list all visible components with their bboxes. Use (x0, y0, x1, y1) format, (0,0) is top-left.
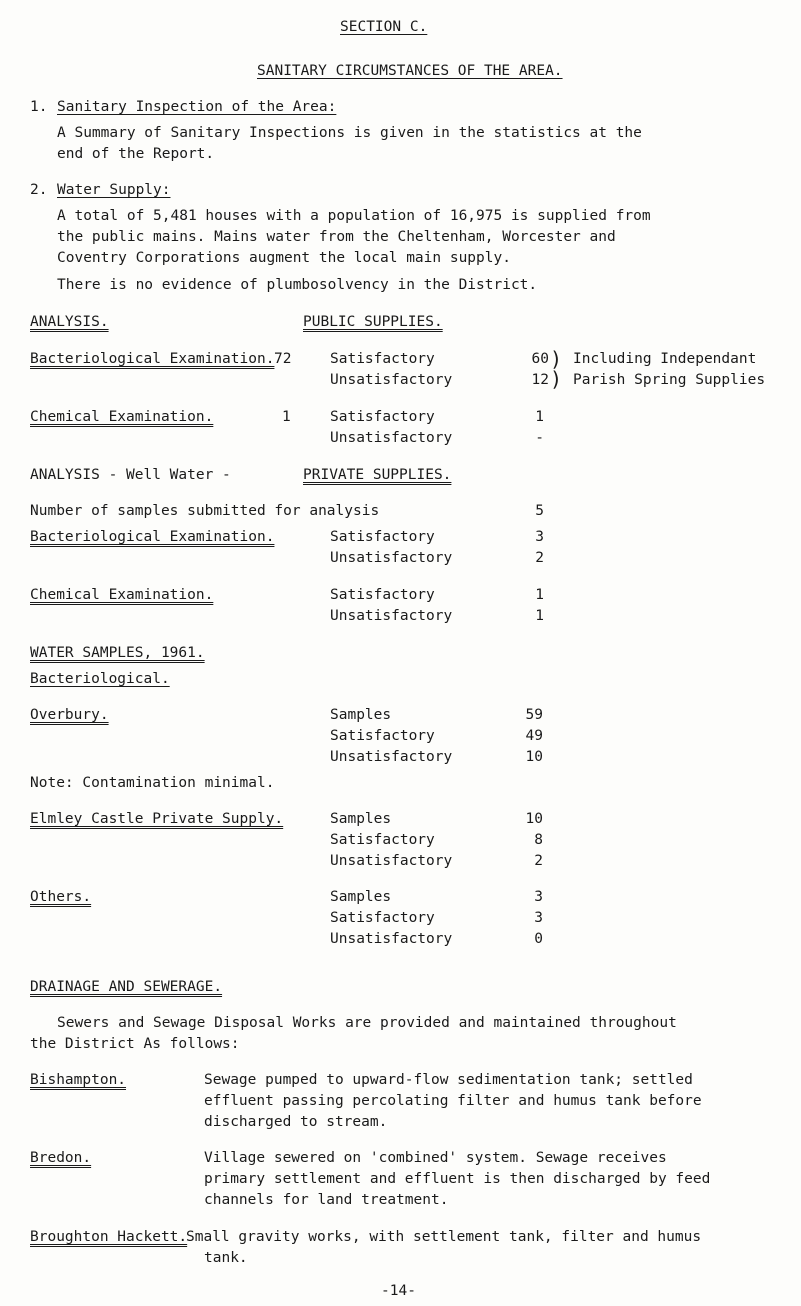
private-bact-sat-value: 3 (535, 529, 544, 545)
section-2-text: Coventry Corporations augment the local main supply. (57, 250, 511, 266)
section-2-title: Water Supply: (57, 182, 171, 198)
bishampton-label: Bishampton. (30, 1072, 127, 1088)
overbury-label: Overbury. (30, 707, 109, 723)
elmley-sat-value: 8 (534, 832, 543, 848)
broughton-label: Broughton Hackett. (30, 1229, 188, 1245)
elmley-samples-label: Samples (330, 811, 392, 827)
public-bact-unsat-value: 12 (531, 372, 549, 388)
private-analysis-heading: ANALYSIS - Well Water - (30, 467, 231, 483)
samples-submitted-label: Number of samples submitted for analysis (30, 503, 380, 519)
elmley-unsat-value: 2 (534, 853, 543, 869)
contamination-note: Note: Contamination minimal. (30, 775, 275, 791)
private-supplies-heading: PRIVATE SUPPLIES. (303, 467, 452, 483)
others-label: Others. (30, 889, 92, 905)
public-bact-sat-label: Satisfactory (330, 351, 435, 367)
section-2-number: 2. (30, 182, 48, 198)
including-note: Parish Spring Supplies (573, 372, 766, 388)
private-bact-label: Bacteriological Examination. (30, 529, 275, 545)
overbury-unsat-label: Unsatisfactory (330, 749, 453, 765)
bracket-close: ) (550, 367, 563, 391)
others-samples-label: Samples (330, 889, 392, 905)
bredon-label: Bredon. (30, 1150, 92, 1166)
drainage-intro: Sewers and Sewage Disposal Works are provided and maintained throughout (57, 1015, 677, 1031)
others-samples-value: 3 (534, 889, 543, 905)
bredon-text: primary settlement and effluent is then discharged by feed (204, 1171, 711, 1187)
private-bact-sat-label: Satisfactory (330, 529, 435, 545)
others-unsat-label: Unsatisfactory (330, 931, 453, 947)
bishampton-text: effluent passing percolating filter and humus tank before (204, 1093, 702, 1109)
public-chem-unsat-label: Unsatisfactory (330, 430, 453, 446)
elmley-unsat-label: Unsatisfactory (330, 853, 453, 869)
others-sat-value: 3 (534, 910, 543, 926)
bishampton-text: discharged to stream. (204, 1114, 388, 1130)
section-1-text: end of the Report. (57, 146, 215, 162)
section-1-title: Sanitary Inspection of the Area: (57, 99, 337, 115)
overbury-sat-value: 49 (525, 728, 543, 744)
section-2-text: There is no evidence of plumbosolvency in the District. (57, 277, 538, 293)
public-chem-label: Chemical Examination. (30, 409, 214, 425)
section-1-number: 1. (30, 99, 48, 115)
others-unsat-value: 0 (534, 931, 543, 947)
public-bact-label: Bacteriological Examination. (30, 351, 275, 367)
public-supplies-heading: PUBLIC SUPPLIES. (303, 314, 443, 330)
bracket-open: ) (550, 347, 563, 371)
private-chem-sat-value: 1 (535, 587, 544, 603)
private-bact-unsat-value: 2 (535, 550, 544, 566)
public-chem-sat-value: 1 (535, 409, 544, 425)
drainage-intro: the District As follows: (30, 1036, 240, 1052)
private-chem-sat-label: Satisfactory (330, 587, 435, 603)
water-samples-heading: WATER SAMPLES, 1961. (30, 645, 205, 661)
public-bact-sat-value: 60 (531, 351, 549, 367)
private-chem-unsat-value: 1 (535, 608, 544, 624)
elmley-label: Elmley Castle Private Supply. (30, 811, 284, 827)
broughton-text: Small gravity works, with settlement tank, filter and humus (186, 1229, 702, 1245)
page-title: SANITARY CIRCUMSTANCES OF THE AREA. (257, 63, 563, 79)
bacteriological-subheading: Bacteriological. (30, 671, 170, 687)
page-number: -14- (381, 1283, 416, 1299)
elmley-samples-value: 10 (525, 811, 543, 827)
elmley-sat-label: Satisfactory (330, 832, 435, 848)
overbury-sat-label: Satisfactory (330, 728, 435, 744)
bredon-text: channels for land treatment. (204, 1192, 449, 1208)
private-chem-label: Chemical Examination. (30, 587, 214, 603)
private-chem-unsat-label: Unsatisfactory (330, 608, 453, 624)
overbury-unsat-value: 10 (525, 749, 543, 765)
broughton-text: tank. (204, 1250, 248, 1266)
section-2-text: A total of 5,481 houses with a population of 16,975 is supplied from (57, 208, 651, 224)
bishampton-text: Sewage pumped to upward-flow sedimentation tank; settled (204, 1072, 693, 1088)
public-chem-count: 1 (282, 409, 291, 425)
public-chem-sat-label: Satisfactory (330, 409, 435, 425)
analysis-heading: ANALYSIS. (30, 314, 109, 330)
section-2-text: the public mains. Mains water from the Cheltenham, Worcester and (57, 229, 616, 245)
bredon-text: Village sewered on 'combined' system. Sewage receives (204, 1150, 667, 1166)
public-bact-unsat-label: Unsatisfactory (330, 372, 453, 388)
private-bact-unsat-label: Unsatisfactory (330, 550, 453, 566)
section-1-text: A Summary of Sanitary Inspections is given in the statistics at the (57, 125, 642, 141)
drainage-heading: DRAINAGE AND SEWERAGE. (30, 979, 223, 995)
including-note: Including Independant (573, 351, 757, 367)
public-chem-unsat-value: - (535, 430, 544, 446)
section-heading: SECTION C. (340, 19, 428, 35)
overbury-samples-label: Samples (330, 707, 392, 723)
overbury-samples-value: 59 (525, 707, 543, 723)
samples-submitted-value: 5 (535, 503, 544, 519)
others-sat-label: Satisfactory (330, 910, 435, 926)
public-bact-count: 72 (274, 351, 292, 367)
